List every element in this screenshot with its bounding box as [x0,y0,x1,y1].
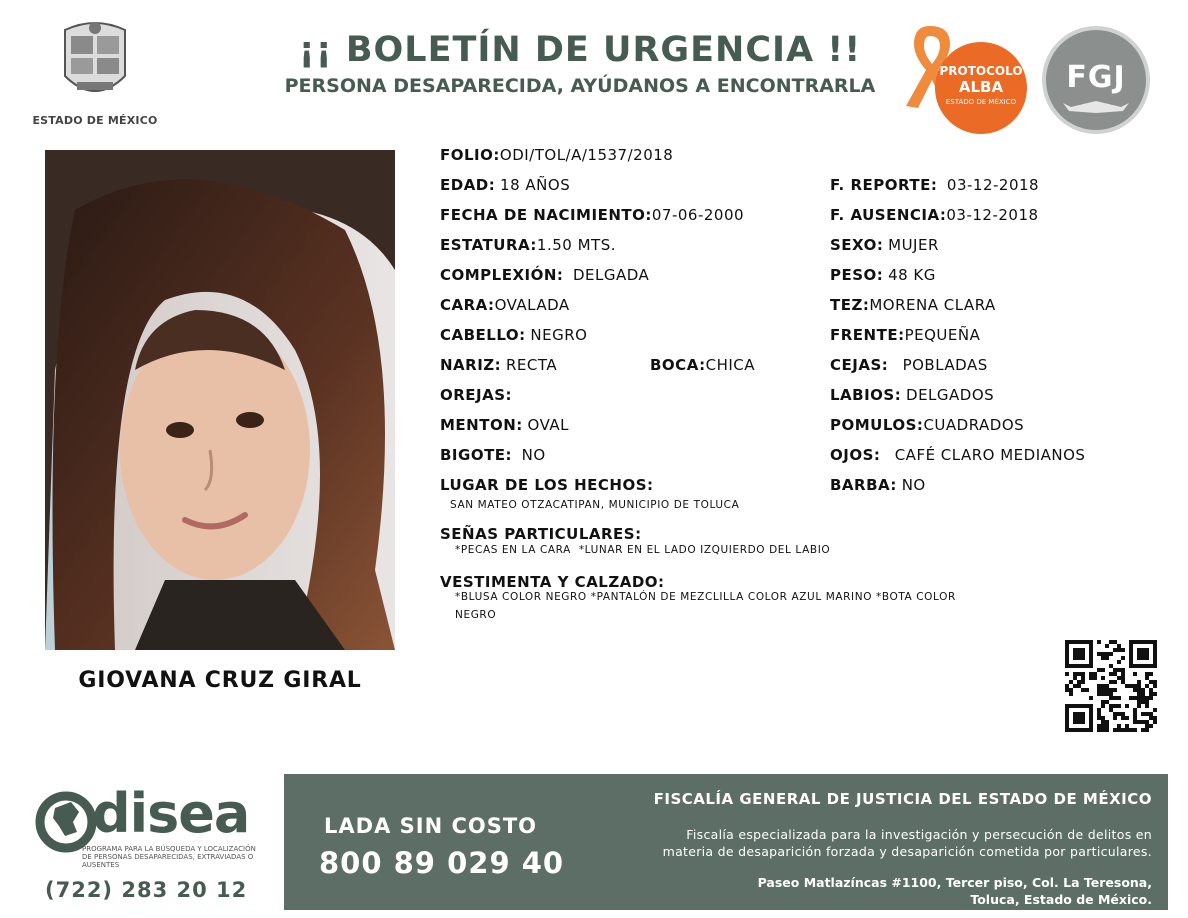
odisea-wordmark: disea [92,782,250,845]
field-label: CEJAS: [830,356,889,374]
field-value: CHICA [705,356,756,374]
field-folio [440,146,673,164]
field-label: COMPLEXIÓN: [440,266,564,284]
bulletin-subtitle: PERSONA DESAPARECIDA, AYÚDANOS A ENCONTRARLA [284,75,876,97]
field-label: LABIOS: [830,386,902,404]
address-line: Toluca, Estado de México. [970,892,1152,907]
field-boca [650,356,755,374]
field-orejas [440,386,512,404]
field-value: 07-06-2000 [651,206,745,224]
field-value: OVAL [527,416,570,434]
field-label: FRENTE: [830,326,905,344]
fiscalia-desc-line: materia de desaparición forzada y desaparición cometida por particulares. [662,844,1152,859]
odisea-desc-line: DE PERSONAS DESAPARECIDAS, EXTRAVIADAS O [82,853,254,861]
fiscalia-address [592,874,1152,908]
field-value: CUADRADOS [923,416,1025,434]
fiscalia-desc-line: Fiscalía especializada para la investigación y persecución de delitos en [686,827,1152,842]
odisea-desc-line: PROGRAMA PARA LA BÚSQUEDA Y LOCALIZACIÓN [82,845,256,853]
field-value: DELGADOS [906,386,995,404]
field-labios [830,386,994,404]
field-label: VESTIMENTA Y CALZADO: [440,573,665,591]
field-complexion [440,266,649,284]
field-cejas [830,356,988,374]
field-label: OREJAS: [440,386,513,404]
field-label: LUGAR DE LOS HECHOS: [440,476,654,494]
field-label: TEZ: [830,296,870,314]
field-value: ODI/TOL/A/1537/2018 [499,146,674,164]
field-senas-particulares [440,525,642,543]
field-label: MENTON: [440,416,523,434]
field-value: DELGADA [572,266,650,284]
lugar-hechos-value: SAN MATEO OTZACATIPAN, MUNICIPIO DE TOLUCA [450,499,740,511]
qr-code-icon [1065,640,1157,732]
senas-value: *PECAS EN LA CARA *LUNAR EN EL LADO IZQUIERDO DEL LABIO [455,544,831,556]
estado-de-mexico-logo [30,18,160,127]
wings-icon [1061,97,1131,117]
field-value: 03-12-2018 [946,206,1039,224]
field-label: F. AUSENCIA: [830,206,947,224]
field-menton [440,416,569,434]
field-sexo [830,236,939,254]
field-vestimenta [440,573,665,591]
field-label: CARA: [440,296,495,314]
odisea-phone[interactable]: (722) 283 20 12 [45,878,248,902]
field-value: MUJER [888,236,939,254]
field-pomulos [830,416,1024,434]
field-label: FECHA DE NACIMIENTO: [440,206,652,224]
field-label: EDAD: [440,176,496,194]
field-fecha-reporte [830,176,1039,194]
missing-person-photo [45,150,395,650]
fiscalia-footer [284,774,1168,910]
field-nariz [440,356,557,374]
field-label: BIGOTE: [440,446,513,464]
address-line: Paseo Matlazíncas #1100, Tercer piso, Col. La Teresona, [757,875,1152,890]
alba-badge [935,42,1027,134]
field-label: FOLIO: [440,146,500,164]
field-fecha-nacimiento [440,206,744,224]
lada-sin-costo-label: LADA SIN COSTO [324,814,538,838]
field-label: ESTATURA: [440,236,537,254]
lada-phone-number[interactable]: 800 89 029 40 [319,846,565,880]
field-estatura [440,236,616,254]
field-label: PESO: [830,266,884,284]
person-name: GIOVANA CRUZ GIRAL [78,668,362,693]
protocolo-alba-logo [900,22,1035,132]
field-label: F. REPORTE: [830,176,938,194]
field-label: SEXO: [830,236,884,254]
qr-code[interactable] [1065,640,1157,732]
field-edad [440,176,570,194]
field-value: 03-12-2018 [946,176,1040,194]
fiscalia-description [592,826,1152,860]
field-value: RECTA [505,356,558,374]
fgj-logo [1042,26,1150,134]
field-label: BOCA: [650,356,706,374]
alba-line1: PROTOCOLO [939,64,1023,78]
field-label: OJOS: [830,446,881,464]
field-lugar-hechos [440,476,654,494]
bulletin-title: ¡¡ BOLETÍN DE URGENCIA !! [298,30,862,70]
alba-line2: ALBA [958,78,1004,96]
field-label: SEÑAS PARTICULARES: [440,525,642,543]
field-value: OVALADA [494,296,570,314]
field-cara [440,296,570,314]
fiscalia-title: FISCALÍA GENERAL DE JUSTICIA DEL ESTADO DE MÉXICO [653,790,1152,808]
field-cabello [440,326,587,344]
field-value: 1.50 MTS. [536,236,616,254]
field-frente [830,326,980,344]
field-value: CAFÉ CLARO MEDIANOS [894,446,1086,464]
field-tez [830,296,996,314]
field-value: NO [521,446,546,464]
field-value: PEQUEÑA [904,326,981,344]
field-value: 48 KG [888,266,936,284]
portrait-illustration [45,150,395,650]
field-value: NEGRO [530,326,588,344]
vestimenta-value-line1: *BLUSA COLOR NEGRO *PANTALÓN DE MEZCLILLA COLOR AZUL MARINO *BOTA COLOR [455,591,956,603]
fgj-label: FGJ [1066,60,1126,95]
field-peso [830,266,936,284]
alba-line3: ESTADO DE MÉXICO [945,98,1017,106]
field-label: CABELLO: [440,326,526,344]
odisea-logo [30,782,280,912]
field-barba [830,476,926,494]
field-label: BARBA: [830,476,897,494]
odisea-desc-line: AUSENTES [82,861,120,869]
estado-name: ESTADO DE MÉXICO [32,114,158,127]
field-fecha-ausencia [830,206,1039,224]
field-label: POMULOS: [830,416,924,434]
coat-of-arms-icon [55,18,135,108]
vestimenta-value-line2: NEGRO [455,609,497,621]
field-ojos [830,446,1085,464]
field-value: 18 AÑOS [500,176,571,194]
field-label: NARIZ: [440,356,502,374]
field-value: NO [901,476,926,494]
field-value: MORENA CLARA [869,296,996,314]
field-bigote [440,446,546,464]
odisea-description [82,845,292,869]
field-value: POBLADAS [902,356,988,374]
